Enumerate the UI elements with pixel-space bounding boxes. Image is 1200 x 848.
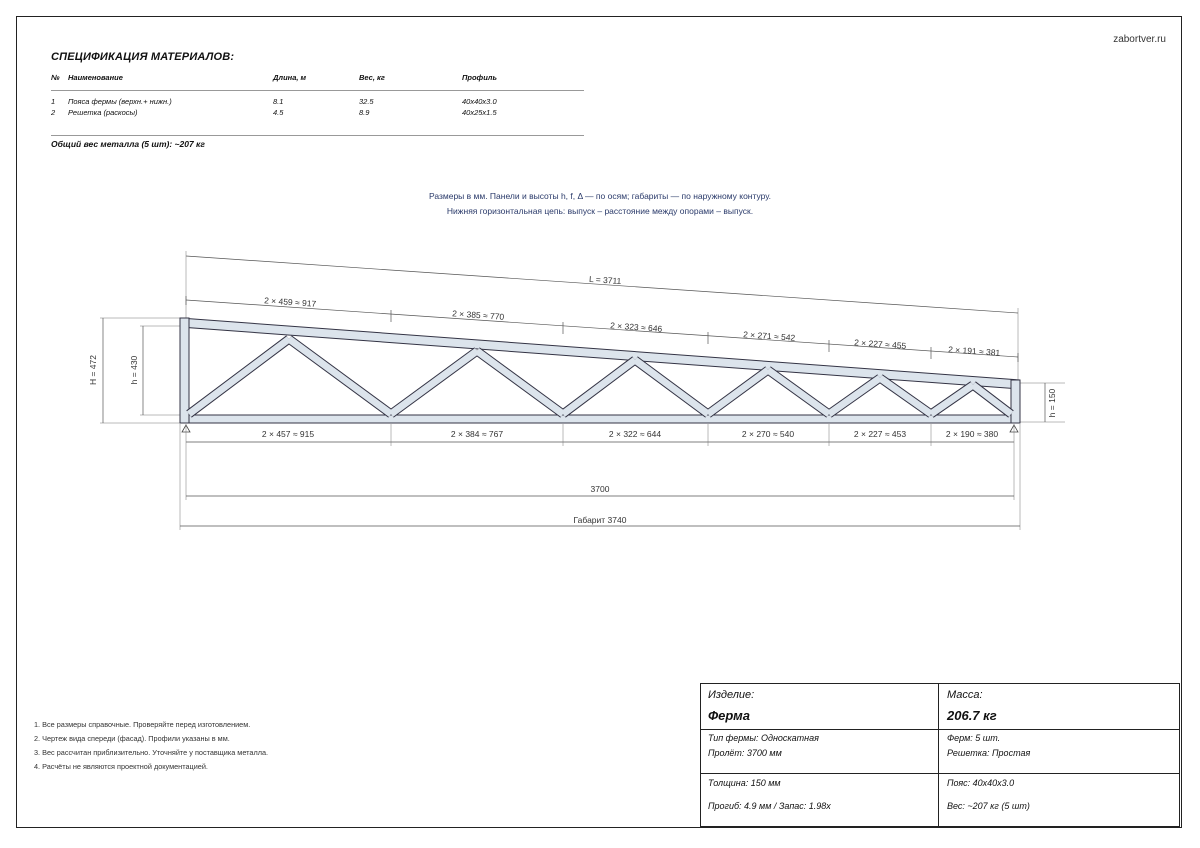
bottom-panel-label-4: 2 × 270 ≈ 540 xyxy=(741,429,795,439)
top-panel-label-6: 2 × 191 ≈ 381 xyxy=(947,344,1001,358)
spec-header-no: № xyxy=(51,71,68,91)
span-dimension xyxy=(186,446,1014,500)
overall-label: Габарит 3740 xyxy=(573,515,627,525)
product-label: Изделие: xyxy=(708,689,755,701)
note-item: 3. Вес рассчитан приблизительно. Уточняйте у поставщика металла. xyxy=(34,748,269,757)
bottom-panel-label-1: 2 × 457 ≈ 915 xyxy=(261,429,315,439)
length-label: L = 3711 xyxy=(588,273,622,287)
top-panel-label-5: 2 × 227 ≈ 455 xyxy=(853,337,907,351)
note-item: 2. Чертеж вида спереди (фасад). Профили указаны в мм. xyxy=(34,734,230,743)
spec-cell: Решетка (раскосы) xyxy=(68,107,273,136)
spec-header-name: Наименование xyxy=(68,71,273,91)
mass-value: 206.7 кг xyxy=(947,708,997,723)
total-weight: Вес: ~207 кг (5 шт) xyxy=(947,801,1030,811)
top-panel-label-2: 2 × 385 ≈ 770 xyxy=(451,308,505,322)
note-item: 1. Все размеры справочные. Проверяйте перед изготовлением. xyxy=(34,720,251,729)
truss-span: Пролёт: 3700 мм xyxy=(708,748,782,758)
height-H-label: H = 472 xyxy=(88,354,98,386)
thickness: Толщина: 150 мм xyxy=(708,778,781,788)
height-dimensions-left xyxy=(88,318,186,423)
bottom-panel-label-2: 2 × 384 ≈ 767 xyxy=(450,429,504,439)
spec-cell: 2 xyxy=(51,107,68,136)
spec-cell: 1 xyxy=(51,97,56,106)
general-notes xyxy=(34,718,268,774)
truss-type: Тип фермы: Односкатная xyxy=(708,733,819,743)
bottom-panel-label-3: 2 × 322 ≈ 644 xyxy=(608,429,662,439)
spec-header-weight: Вес, кг xyxy=(359,71,462,91)
spec-header-length: Длина, м xyxy=(273,71,359,91)
spec-cell: 32.5 xyxy=(359,97,374,106)
title-block xyxy=(700,683,1180,827)
top-panel-label-3: 2 × 323 ≈ 646 xyxy=(609,320,663,334)
bottom-panel-label-5: 2 × 227 ≈ 453 xyxy=(853,429,907,439)
right-end-post xyxy=(1011,380,1020,423)
chord-profile: Пояс: 40x40x3.0 xyxy=(947,778,1015,788)
spec-cell: 8.1 xyxy=(273,97,284,106)
overall-dimension xyxy=(180,424,1020,530)
drawing-note-2: Нижняя горизонтальная цепь: выпуск – расстояние между опорами – выпуск. xyxy=(446,206,754,216)
spec-cell: 8.9 xyxy=(359,107,462,136)
height-dimension-right xyxy=(1020,383,1065,422)
overall-length-dimension xyxy=(186,251,1018,380)
product-value: Ферма xyxy=(708,708,750,723)
truss-count: Ферм: 5 шт. xyxy=(947,733,1001,743)
lattice-type: Решетка: Простая xyxy=(947,748,1031,758)
spec-cell: 40x25x1.5 xyxy=(462,107,584,136)
bottom-panel-dimensions xyxy=(186,424,1014,446)
height-h-left-label: h = 430 xyxy=(129,355,139,385)
top-panel-label-1: 2 × 459 ≈ 917 xyxy=(263,295,317,309)
bottom-panel-label-6: 2 × 190 ≈ 380 xyxy=(945,429,999,439)
span-label: 3700 xyxy=(590,484,610,494)
site-label: zabortver.ru xyxy=(1113,34,1166,45)
spec-total: Общий вес металла (5 шт): ~207 кг xyxy=(51,139,205,149)
left-end-post xyxy=(180,318,189,423)
spec-cell: Пояса фермы (верхн.+ нижн.) xyxy=(68,97,172,106)
deflection: Прогиб: 4.9 мм / Запас: 1.98x xyxy=(708,801,831,811)
spec-title: СПЕЦИФИКАЦИЯ МАТЕРИАЛОВ: xyxy=(51,51,235,63)
spec-cell: 4.5 xyxy=(273,107,359,136)
spec-cell: 40x40x3.0 xyxy=(462,97,497,106)
bottom-chord xyxy=(180,415,1020,423)
spec-header-profile: Профиль xyxy=(462,71,584,91)
note-item: 4. Расчёты не являются проектной документацией. xyxy=(34,762,208,771)
height-h-right-label: h = 150 xyxy=(1047,388,1057,418)
top-panel-label-4: 2 × 271 ≈ 542 xyxy=(742,329,796,343)
truss-body xyxy=(180,318,1020,432)
drawing-note-1: Размеры в мм. Панели и высоты h, f, Δ — по осям; габариты — по наружному контуру. xyxy=(428,191,772,201)
mass-label: Масса: xyxy=(947,689,983,701)
